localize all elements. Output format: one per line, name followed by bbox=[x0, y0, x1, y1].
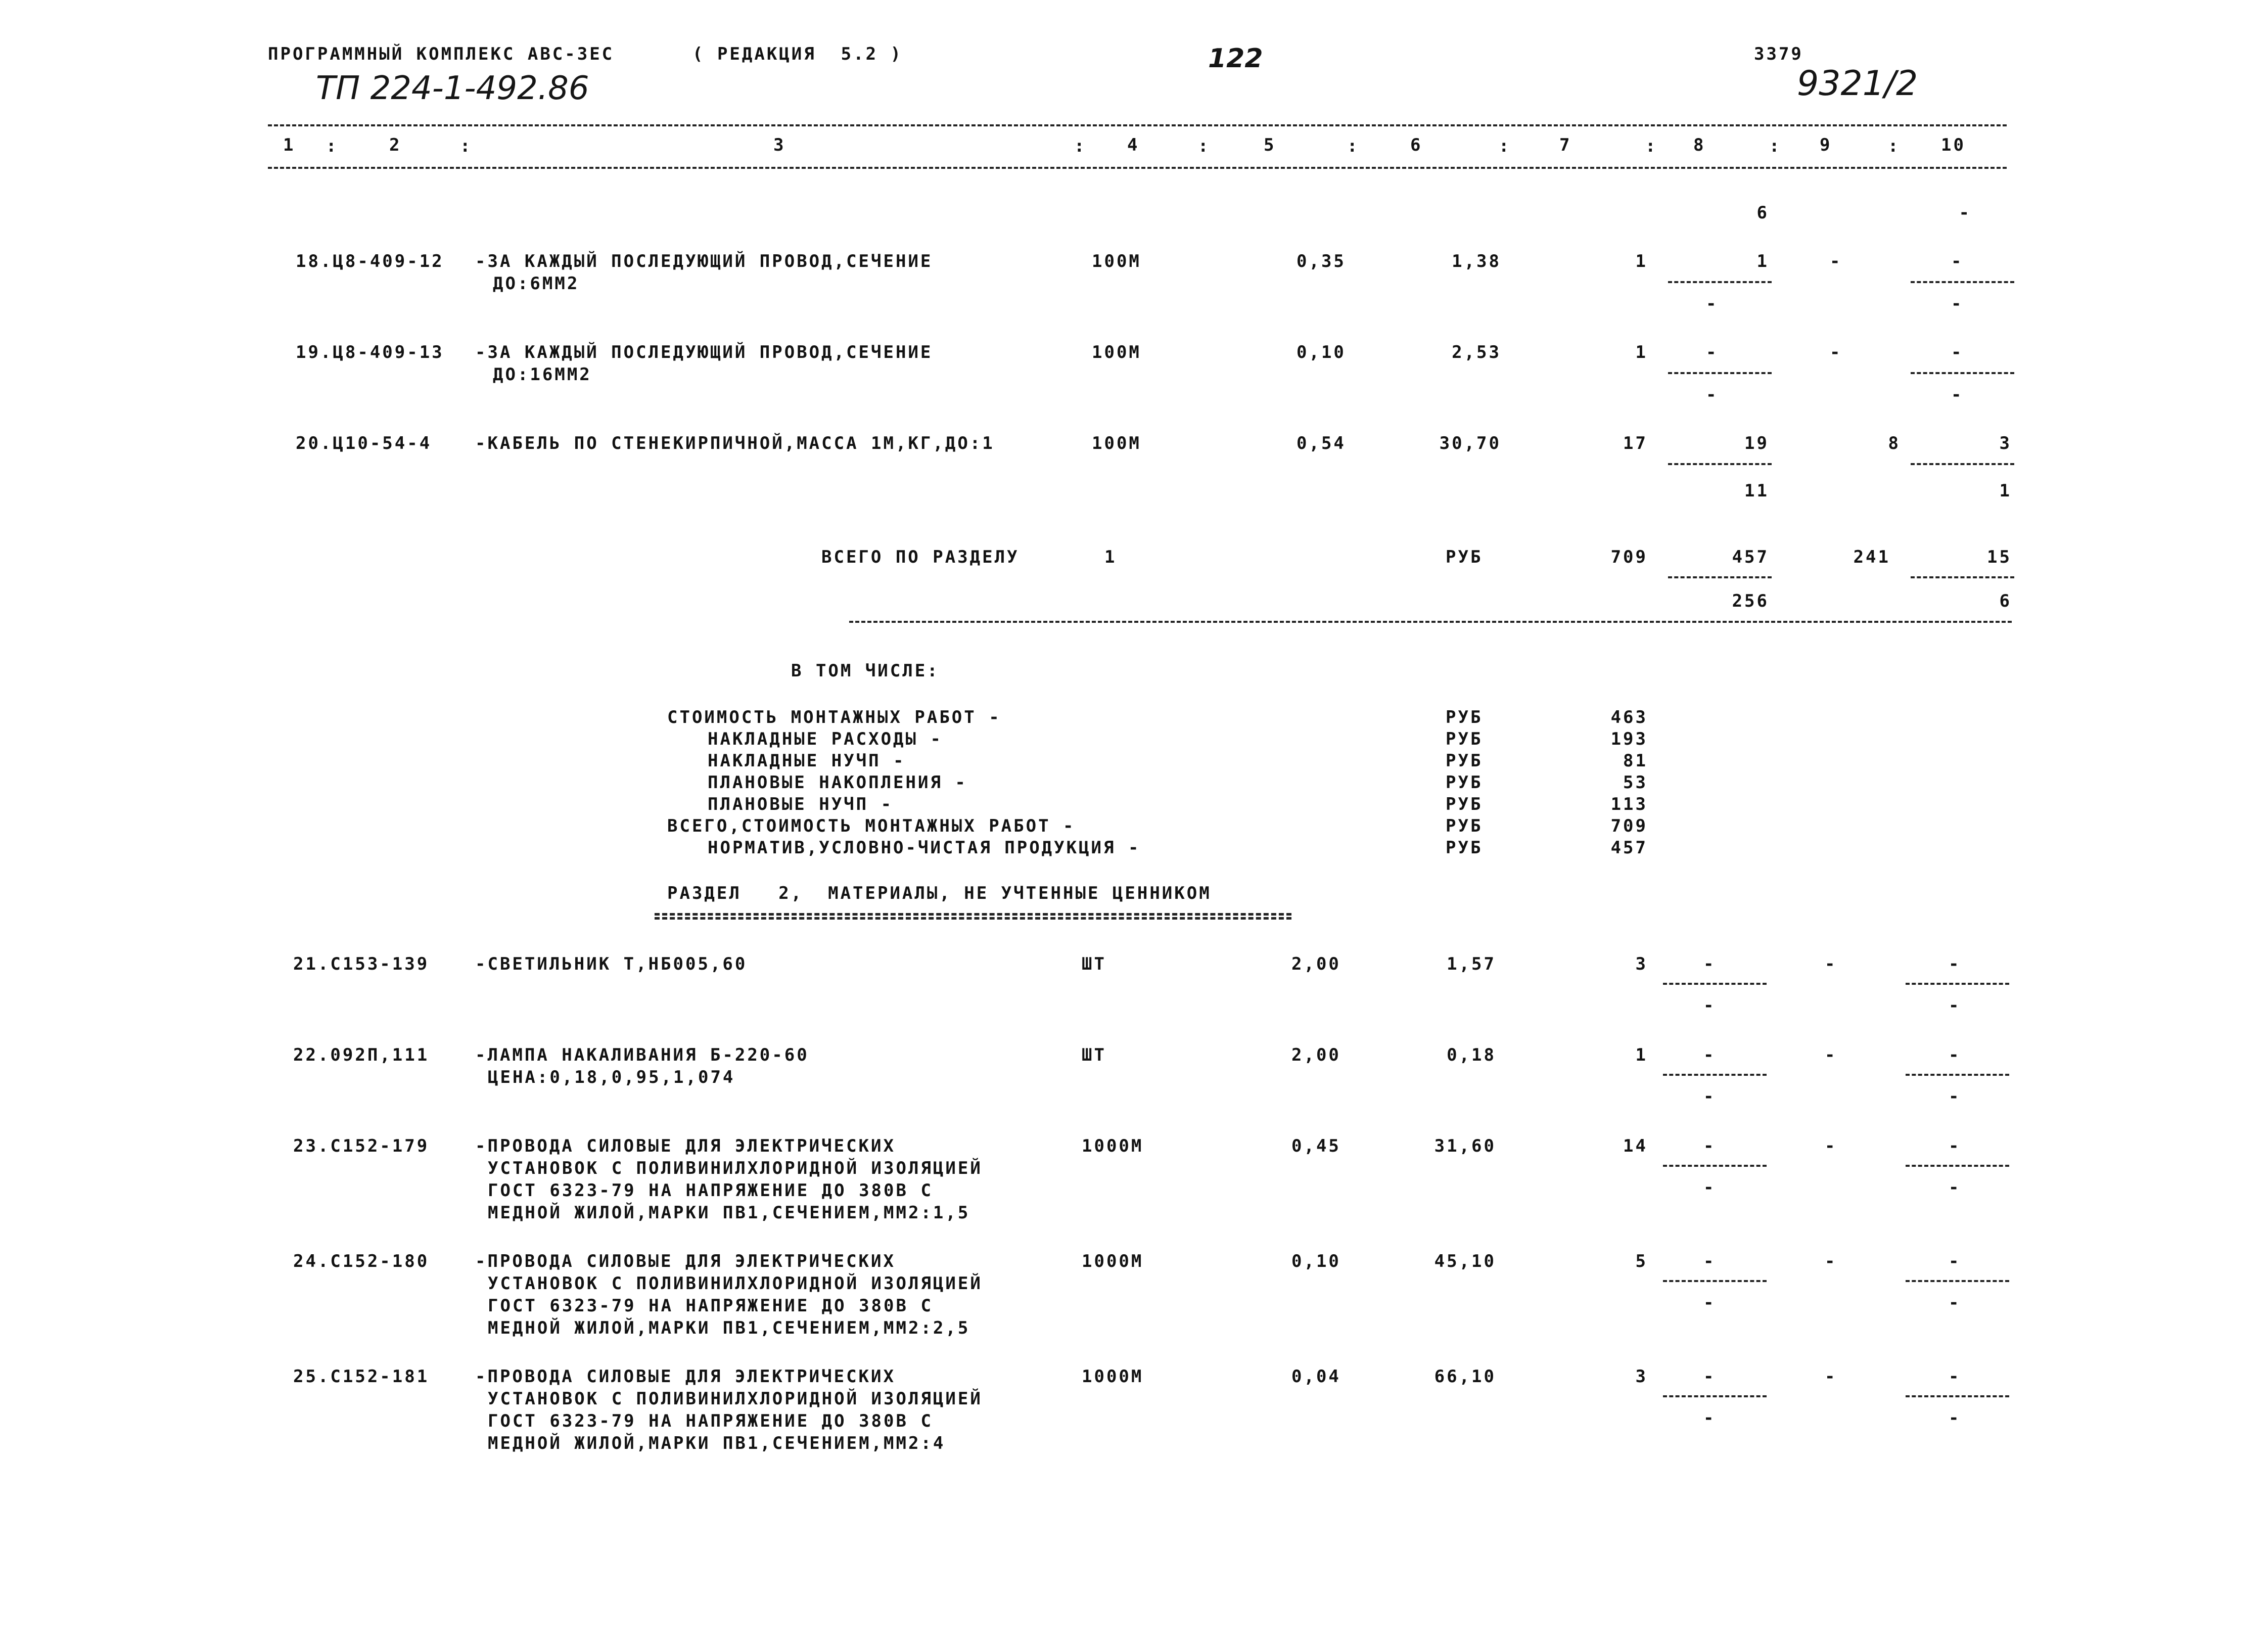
col-separator: : bbox=[1074, 136, 1085, 156]
row-col10-top: - bbox=[1951, 251, 1964, 271]
row-unit: 100М bbox=[1092, 433, 1141, 453]
material-col10-bottom: - bbox=[1949, 995, 1961, 1016]
material-price: 66,10 bbox=[1434, 1366, 1496, 1387]
material-col10-bottom: - bbox=[1949, 1177, 1961, 1198]
row-qty: 0,10 bbox=[1297, 342, 1346, 362]
section-total-col10-top: 15 bbox=[1987, 547, 2012, 567]
material-name-line: УСТАНОВОК С ПОЛИВИНИЛХЛОРИДНОЙ ИЗОЛЯЦИЕЙ bbox=[488, 1158, 983, 1178]
material-total: 5 bbox=[1635, 1251, 1648, 1271]
row-code: 20.Ц10-54-4 bbox=[296, 433, 432, 453]
section-total-qty: 1 bbox=[1104, 547, 1117, 567]
material-total: 3 bbox=[1635, 1366, 1648, 1387]
including-value: 463 bbox=[1610, 707, 1648, 727]
including-value: 709 bbox=[1610, 816, 1648, 836]
including-label: ПЛАНОВЫЕ НАКОПЛЕНИЯ - bbox=[708, 772, 967, 793]
row-name-line: -КАБЕЛЬ ПО СТЕНЕКИРПИЧНОЙ,МАССА 1М,КГ,ДО:1 bbox=[475, 433, 995, 453]
material-col10-top: - bbox=[1949, 1045, 1961, 1065]
col-header-9: 9 bbox=[1820, 135, 1832, 155]
material-name-line: ЦЕНА:0,18,0,95,1,074 bbox=[488, 1067, 735, 1087]
material-name-line: ГОСТ 6323-79 НА НАПРЯЖЕНИЕ ДО 380В С bbox=[488, 1296, 933, 1316]
col-header-4: 4 bbox=[1127, 135, 1140, 155]
col-separator: : bbox=[1198, 136, 1209, 156]
including-unit: РУБ bbox=[1446, 772, 1483, 793]
material-code: 24.С152-180 bbox=[293, 1251, 430, 1271]
col-separator: : bbox=[1769, 136, 1780, 156]
material-name-line: -СВЕТИЛЬНИК Т,НБ005,60 bbox=[475, 954, 748, 974]
row-col10-top: 3 bbox=[1999, 433, 2012, 453]
material-total: 1 bbox=[1635, 1045, 1648, 1065]
row-total: 1 bbox=[1635, 251, 1648, 271]
material-name-line: ГОСТ 6323-79 НА НАПРЯЖЕНИЕ ДО 380В С bbox=[488, 1411, 933, 1431]
col-separator: : bbox=[1499, 136, 1509, 156]
material-unit: 1000М bbox=[1082, 1251, 1144, 1271]
material-col10-top: - bbox=[1949, 954, 1961, 974]
fraction-rule bbox=[1906, 983, 2009, 985]
col-separator: : bbox=[1888, 136, 1899, 156]
row-col9: 8 bbox=[1888, 433, 1901, 453]
including-value: 113 bbox=[1610, 794, 1648, 814]
header-top-rule bbox=[268, 124, 2007, 126]
section2-title: РАЗДЕЛ 2, МАТЕРИАЛЫ, НЕ УЧТЕННЫЕ ЦЕННИКОМ bbox=[667, 883, 1212, 903]
material-name-line: -ПРОВОДА СИЛОВЫЕ ДЛЯ ЭЛЕКТРИЧЕСКИХ bbox=[475, 1136, 896, 1156]
material-qty: 2,00 bbox=[1291, 1045, 1341, 1065]
row-col10-bottom: - bbox=[1951, 385, 1964, 405]
including-unit: РУБ bbox=[1446, 729, 1483, 749]
material-name-line: УСТАНОВОК С ПОЛИВИНИЛХЛОРИДНОЙ ИЗОЛЯЦИЕЙ bbox=[488, 1273, 983, 1294]
material-code: 22.092П,111 bbox=[293, 1045, 430, 1065]
material-total: 14 bbox=[1623, 1136, 1648, 1156]
row-price: 30,70 bbox=[1439, 433, 1501, 453]
row-name-line: ДО:16ММ2 bbox=[493, 364, 592, 385]
including-label: НАКЛАДНЫЕ РАСХОДЫ - bbox=[708, 729, 943, 749]
material-name-line: МЕДНОЙ ЖИЛОЙ,МАРКИ ПВ1,СЕЧЕНИЕМ,ММ2:2,5 bbox=[488, 1318, 970, 1338]
fraction-rule bbox=[1906, 1395, 2009, 1397]
row-col8-bottom: - bbox=[1706, 385, 1719, 405]
including-unit: РУБ bbox=[1446, 751, 1483, 771]
material-col9: - bbox=[1825, 1136, 1837, 1156]
including-unit: РУБ bbox=[1446, 816, 1483, 836]
row-qty: 0,54 bbox=[1297, 433, 1346, 453]
section2-underline bbox=[655, 917, 1291, 920]
section-total-unit: РУБ bbox=[1446, 547, 1483, 567]
material-col10-bottom: - bbox=[1949, 1086, 1961, 1107]
col-separator: : bbox=[460, 136, 471, 156]
material-col9: - bbox=[1825, 1366, 1837, 1387]
material-price: 0,18 bbox=[1447, 1045, 1496, 1065]
material-name-line: МЕДНОЙ ЖИЛОЙ,МАРКИ ПВ1,СЕЧЕНИЕМ,ММ2:1,5 bbox=[488, 1203, 970, 1223]
section-total-col8-bottom: 256 bbox=[1732, 591, 1769, 611]
row-name-line: -ЗА КАЖДЫЙ ПОСЛЕДУЮЩИЙ ПРОВОД,СЕЧЕНИЕ bbox=[475, 251, 933, 271]
including-value: 457 bbox=[1610, 838, 1648, 858]
material-col10-bottom: - bbox=[1949, 1293, 1961, 1313]
including-label: ПЛАНОВЫЕ НУЧП - bbox=[708, 794, 894, 814]
continued-col10: - bbox=[1959, 203, 1971, 223]
material-name-line: -ПРОВОДА СИЛОВЫЕ ДЛЯ ЭЛЕКТРИЧЕСКИХ bbox=[475, 1366, 896, 1387]
including-unit: РУБ bbox=[1446, 707, 1483, 727]
material-col9: - bbox=[1825, 1045, 1837, 1065]
page-number: 122 bbox=[1208, 43, 1263, 74]
material-code: 25.С152-181 bbox=[293, 1366, 430, 1387]
material-unit: ШТ bbox=[1082, 954, 1106, 974]
col-header-2: 2 bbox=[389, 135, 402, 155]
material-col8-top: - bbox=[1703, 1136, 1716, 1156]
including-value: 193 bbox=[1610, 729, 1648, 749]
code-top: 3379 bbox=[1754, 44, 1803, 64]
fraction-rule bbox=[1911, 281, 2014, 283]
material-col8-bottom: - bbox=[1703, 1408, 1716, 1428]
including-unit: РУБ bbox=[1446, 794, 1483, 814]
including-value: 53 bbox=[1623, 772, 1648, 793]
row-total: 17 bbox=[1623, 433, 1648, 453]
material-qty: 0,10 bbox=[1291, 1251, 1341, 1271]
fraction-rule bbox=[1906, 1074, 2009, 1076]
material-col8-bottom: - bbox=[1703, 995, 1716, 1016]
edition: ( РЕДАКЦИЯ 5.2 ) bbox=[692, 44, 903, 64]
material-col10-top: - bbox=[1949, 1251, 1961, 1271]
material-col8-top: - bbox=[1703, 1366, 1716, 1387]
section-total-sum: 709 bbox=[1610, 547, 1648, 567]
row-price: 2,53 bbox=[1452, 342, 1501, 362]
row-col8-bottom: 11 bbox=[1744, 481, 1769, 501]
row-unit: 100М bbox=[1092, 251, 1141, 271]
header-bottom-rule bbox=[268, 167, 2007, 169]
col-separator: : bbox=[1347, 136, 1358, 156]
col-separator: : bbox=[326, 136, 337, 156]
row-name-line: -ЗА КАЖДЫЙ ПОСЛЕДУЮЩИЙ ПРОВОД,СЕЧЕНИЕ bbox=[475, 342, 933, 362]
material-col10-top: - bbox=[1949, 1136, 1961, 1156]
row-col9: - bbox=[1830, 251, 1842, 271]
fraction-rule bbox=[1911, 463, 2014, 465]
section-total-col8-top: 457 bbox=[1732, 547, 1769, 567]
row-code: 18.Ц8-409-12 bbox=[296, 251, 444, 271]
col-header-1: 1 bbox=[283, 135, 296, 155]
material-name-line: МЕДНОЙ ЖИЛОЙ,МАРКИ ПВ1,СЕЧЕНИЕМ,ММ2:4 bbox=[488, 1433, 946, 1453]
material-col8-top: - bbox=[1703, 954, 1716, 974]
material-code: 23.С152-179 bbox=[293, 1136, 430, 1156]
material-name-line: УСТАНОВОК С ПОЛИВИНИЛХЛОРИДНОЙ ИЗОЛЯЦИЕЙ bbox=[488, 1389, 983, 1409]
row-col9: - bbox=[1830, 342, 1842, 362]
including-value: 81 bbox=[1623, 751, 1648, 771]
row-col8-top: - bbox=[1706, 342, 1719, 362]
material-col9: - bbox=[1825, 1251, 1837, 1271]
col-separator: : bbox=[1645, 136, 1656, 156]
material-unit: 1000М bbox=[1082, 1366, 1144, 1387]
program-name: ПРОГРАММНЫЙ КОМПЛЕКС АВС-ЗЕС bbox=[268, 44, 615, 64]
material-col8-bottom: - bbox=[1703, 1177, 1716, 1198]
material-col10-top: - bbox=[1949, 1366, 1961, 1387]
fraction-rule bbox=[1668, 281, 1772, 283]
row-col8-top: 1 bbox=[1756, 251, 1769, 271]
fraction-rule bbox=[1668, 576, 1772, 578]
including-label: НОРМАТИВ,УСЛОВНО-ЧИСТАЯ ПРОДУКЦИЯ - bbox=[708, 838, 1141, 858]
row-price: 1,38 bbox=[1452, 251, 1501, 271]
material-col8-bottom: - bbox=[1703, 1086, 1716, 1107]
material-qty: 0,45 bbox=[1291, 1136, 1341, 1156]
col-header-7: 7 bbox=[1559, 135, 1572, 155]
material-name-line: ГОСТ 6323-79 НА НАПРЯЖЕНИЕ ДО 380В С bbox=[488, 1180, 933, 1201]
row-code: 19.Ц8-409-13 bbox=[296, 342, 444, 362]
material-qty: 2,00 bbox=[1291, 954, 1341, 974]
material-col8-top: - bbox=[1703, 1251, 1716, 1271]
including-title: В ТОМ ЧИСЛЕ: bbox=[791, 661, 940, 681]
project-code: ТП 224-1-492.86 bbox=[316, 70, 589, 107]
row-col10-bottom: - bbox=[1951, 294, 1964, 314]
row-col10-top: - bbox=[1951, 342, 1964, 362]
continued-col8: 6 bbox=[1756, 203, 1769, 223]
col-header-10: 10 bbox=[1941, 135, 1966, 155]
including-unit: РУБ bbox=[1446, 838, 1483, 858]
section-total-label: ВСЕГО ПО РАЗДЕЛУ bbox=[821, 547, 1020, 567]
row-col8-top: 19 bbox=[1744, 433, 1769, 453]
including-label: ВСЕГО,СТОИМОСТЬ МОНТАЖНЫХ РАБОТ - bbox=[667, 816, 1076, 836]
row-col8-bottom: - bbox=[1706, 294, 1719, 314]
material-unit: ШТ bbox=[1082, 1045, 1106, 1065]
row-unit: 100М bbox=[1092, 342, 1141, 362]
section-total-rule bbox=[849, 621, 2012, 623]
fraction-rule bbox=[1663, 1280, 1767, 1282]
col-header-6: 6 bbox=[1410, 135, 1423, 155]
fraction-rule bbox=[1906, 1280, 2009, 1282]
row-total: 1 bbox=[1635, 342, 1648, 362]
material-col9: - bbox=[1825, 954, 1837, 974]
material-price: 1,57 bbox=[1447, 954, 1496, 974]
fraction-rule bbox=[1663, 1165, 1767, 1167]
fraction-rule bbox=[1911, 576, 2014, 578]
material-name-line: -ЛАМПА НАКАЛИВАНИЯ Б-220-60 bbox=[475, 1045, 809, 1065]
fraction-rule bbox=[1663, 1395, 1767, 1397]
material-price: 31,60 bbox=[1434, 1136, 1496, 1156]
col-header-5: 5 bbox=[1264, 135, 1276, 155]
section-total-col9: 241 bbox=[1853, 547, 1890, 567]
section-total-col10-bottom: 6 bbox=[1999, 591, 2012, 611]
material-code: 21.С153-139 bbox=[293, 954, 430, 974]
including-label: НАКЛАДНЫЕ НУЧП - bbox=[708, 751, 906, 771]
material-price: 45,10 bbox=[1434, 1251, 1496, 1271]
fraction-rule bbox=[1663, 983, 1767, 985]
material-total: 3 bbox=[1635, 954, 1648, 974]
fraction-rule bbox=[1911, 372, 2014, 374]
row-name-line: ДО:6ММ2 bbox=[493, 273, 580, 294]
col-header-8: 8 bbox=[1693, 135, 1706, 155]
material-col8-top: - bbox=[1703, 1045, 1716, 1065]
row-col10-bottom: 1 bbox=[1999, 481, 2012, 501]
row-qty: 0,35 bbox=[1297, 251, 1346, 271]
including-label: СТОИМОСТЬ МОНТАЖНЫХ РАБОТ - bbox=[667, 707, 1001, 727]
section2-underline bbox=[655, 913, 1291, 916]
material-unit: 1000М bbox=[1082, 1136, 1144, 1156]
fraction-rule bbox=[1668, 463, 1772, 465]
material-name-line: -ПРОВОДА СИЛОВЫЕ ДЛЯ ЭЛЕКТРИЧЕСКИХ bbox=[475, 1251, 896, 1271]
col-header-3: 3 bbox=[773, 135, 786, 155]
material-col8-bottom: - bbox=[1703, 1293, 1716, 1313]
sheet-number: 9321/2 bbox=[1797, 64, 1918, 104]
fraction-rule bbox=[1663, 1074, 1767, 1076]
fraction-rule bbox=[1906, 1165, 2009, 1167]
fraction-rule bbox=[1668, 372, 1772, 374]
material-col10-bottom: - bbox=[1949, 1408, 1961, 1428]
material-qty: 0,04 bbox=[1291, 1366, 1341, 1387]
